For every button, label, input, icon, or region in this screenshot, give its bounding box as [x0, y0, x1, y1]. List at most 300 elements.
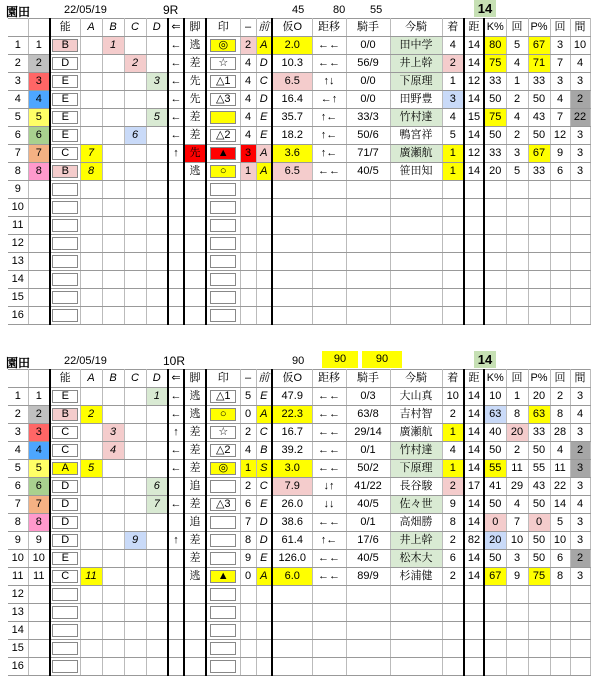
ability-box — [52, 660, 78, 673]
table-row — [8, 127, 590, 145]
cell-ability — [50, 73, 80, 91]
cell-p-pct — [528, 586, 550, 604]
header-col-c: C — [124, 19, 146, 37]
cell-ability — [50, 307, 80, 325]
cell-ability — [50, 109, 80, 127]
cell-col-b — [102, 460, 124, 478]
cell-distance: 82 — [464, 532, 484, 550]
header-row — [8, 19, 590, 37]
cell-mark — [206, 478, 240, 496]
cell-row-no: 6 — [8, 478, 28, 496]
cell-jockey-rate: 33/3 — [346, 109, 390, 127]
cell-post — [28, 640, 50, 658]
cell-col-b — [102, 73, 124, 91]
cell-rank — [256, 640, 272, 658]
cell-col-d — [146, 271, 168, 289]
cell-jockey — [390, 658, 442, 676]
cell-k-count: 29 — [506, 478, 528, 496]
cell-ability — [50, 658, 80, 676]
cell-k-pct — [484, 307, 506, 325]
cell-arrow — [168, 550, 184, 568]
cell-k-pct: 50 — [484, 496, 506, 514]
header-col-a: A — [80, 19, 102, 37]
cell-arrow: ← — [168, 442, 184, 460]
cell-k-pct — [484, 181, 506, 199]
cell-rank: E — [256, 550, 272, 568]
cell-p-pct: 75 — [528, 568, 550, 586]
cell-interval — [570, 289, 590, 307]
cell-jockey-rate: 0/0 — [346, 91, 390, 109]
cell-dist-move: ↓↓ — [312, 496, 346, 514]
cell-finish — [442, 217, 464, 235]
cell-col-a — [80, 235, 102, 253]
cell-jockey-rate: 50/6 — [346, 127, 390, 145]
mark-box: △2 — [210, 129, 236, 142]
cell-distance — [464, 604, 484, 622]
table-row — [8, 109, 590, 127]
date-label: 22/05/19 — [64, 355, 107, 367]
cell-col-a — [80, 55, 102, 73]
cell-rank: A — [256, 568, 272, 586]
cell-style — [184, 271, 206, 289]
cell-ability — [50, 388, 80, 406]
cell-jockey: 下原理 — [390, 460, 442, 478]
ability-box — [52, 606, 78, 619]
cell-col-c — [124, 163, 146, 181]
cell-mark — [206, 568, 240, 586]
cell-k-pct — [484, 253, 506, 271]
mark-box: ▲ — [210, 570, 236, 583]
cell-k-pct — [484, 622, 506, 640]
cell-mark — [206, 199, 240, 217]
cell-distance — [464, 307, 484, 325]
ability-box — [52, 309, 78, 322]
cell-prev — [240, 604, 256, 622]
cell-rank — [256, 307, 272, 325]
cell-rank: C — [256, 73, 272, 91]
cell-jockey — [390, 289, 442, 307]
cell-odds: 38.6 — [272, 514, 312, 532]
header-rank: 前 — [256, 19, 272, 37]
cell-ability — [50, 235, 80, 253]
cell-rank: D — [256, 55, 272, 73]
cell-distance — [464, 289, 484, 307]
cell-col-c — [124, 73, 146, 91]
cell-interval: 3 — [570, 460, 590, 478]
cell-style: 先 — [184, 145, 206, 163]
header-value-90-hl: 90 — [322, 351, 358, 368]
cell-mark — [206, 424, 240, 442]
cell-dist-move — [312, 217, 346, 235]
cell-col-d: 3 — [146, 73, 168, 91]
cell-jockey — [390, 307, 442, 325]
cell-col-a — [80, 550, 102, 568]
cell-jockey-rate — [346, 604, 390, 622]
cell-k-count: 20 — [506, 424, 528, 442]
cell-arrow: ← — [168, 91, 184, 109]
cell-prev: 4 — [240, 55, 256, 73]
cell-col-c — [124, 37, 146, 55]
cell-dist-move: ←← — [312, 460, 346, 478]
cell-k-count — [506, 622, 528, 640]
cell-interval — [570, 586, 590, 604]
table-row — [8, 163, 590, 181]
cell-jockey: 高畑勝 — [390, 514, 442, 532]
race-number: 10R — [163, 354, 186, 368]
cell-rank: E — [256, 109, 272, 127]
cell-p-count: 7 — [550, 109, 570, 127]
cell-odds: 16.7 — [272, 424, 312, 442]
header-value-90: 90 — [292, 355, 305, 367]
cell-post: 4 — [28, 442, 50, 460]
cell-col-a: 7 — [80, 145, 102, 163]
cell-col-d — [146, 37, 168, 55]
cell-ability — [50, 460, 80, 478]
cell-post: 1 — [28, 37, 50, 55]
race-9-table — [8, 18, 591, 325]
cell-col-a — [80, 181, 102, 199]
cell-post: 5 — [28, 460, 50, 478]
cell-distance: 14 — [464, 460, 484, 478]
cell-prev: 1 — [240, 163, 256, 181]
cell-odds — [272, 253, 312, 271]
cell-odds: 6.5 — [272, 73, 312, 91]
cell-col-c: 6 — [124, 127, 146, 145]
cell-col-b — [102, 109, 124, 127]
cell-interval: 2 — [570, 442, 590, 460]
cell-post: 7 — [28, 496, 50, 514]
mark-box — [210, 255, 236, 268]
cell-k-count — [506, 289, 528, 307]
cell-arrow — [168, 514, 184, 532]
cell-col-d — [146, 217, 168, 235]
cell-ability — [50, 406, 80, 424]
cell-style — [184, 586, 206, 604]
cell-k-count: 5 — [506, 163, 528, 181]
cell-row-no: 4 — [8, 91, 28, 109]
cell-p-count — [550, 217, 570, 235]
cell-k-pct: 41 — [484, 478, 506, 496]
table-row — [8, 568, 590, 586]
ability-box: C — [52, 426, 78, 439]
cell-ability — [50, 271, 80, 289]
cell-jockey-rate — [346, 586, 390, 604]
cell-col-a — [80, 91, 102, 109]
cell-row-no: 2 — [8, 55, 28, 73]
cell-mark — [206, 496, 240, 514]
mark-box: △3 — [210, 93, 236, 106]
header-ability: 能 — [50, 370, 80, 388]
cell-dist-move: ←← — [312, 163, 346, 181]
cell-col-c — [124, 253, 146, 271]
table-row — [8, 514, 590, 532]
cell-ability — [50, 532, 80, 550]
empty-row — [8, 586, 590, 604]
cell-style: 差 — [184, 424, 206, 442]
cell-mark — [206, 163, 240, 181]
header-distance: 距 — [464, 19, 484, 37]
cell-distance — [464, 217, 484, 235]
cell-p-pct: 0 — [528, 514, 550, 532]
cell-odds — [272, 622, 312, 640]
cell-distance: 17 — [464, 478, 484, 496]
cell-style — [184, 217, 206, 235]
cell-finish — [442, 235, 464, 253]
cell-p-pct: 33 — [528, 424, 550, 442]
cell-p-pct: 33 — [528, 163, 550, 181]
cell-p-pct — [528, 307, 550, 325]
race-10-header — [0, 351, 606, 369]
cell-col-c — [124, 496, 146, 514]
cell-mark — [206, 73, 240, 91]
cell-jockey: 大山真 — [390, 388, 442, 406]
cell-post — [28, 199, 50, 217]
cell-p-count: 22 — [550, 478, 570, 496]
cell-k-pct: 40 — [484, 424, 506, 442]
cell-distance: 14 — [464, 388, 484, 406]
cell-p-pct — [528, 289, 550, 307]
header-style: 脚 — [184, 19, 206, 37]
ability-box — [52, 291, 78, 304]
cell-col-b — [102, 55, 124, 73]
cell-k-count — [506, 253, 528, 271]
cell-style — [184, 181, 206, 199]
cell-odds: 47.9 — [272, 388, 312, 406]
cell-p-count: 28 — [550, 424, 570, 442]
cell-finish: 2 — [442, 55, 464, 73]
cell-col-b — [102, 307, 124, 325]
cell-k-pct — [484, 604, 506, 622]
cell-col-a: 11 — [80, 568, 102, 586]
cell-p-pct: 50 — [528, 127, 550, 145]
cell-interval: 3 — [570, 478, 590, 496]
mark-box: △3 — [210, 498, 236, 511]
cell-jockey: 杉浦健 — [390, 568, 442, 586]
cell-odds — [272, 217, 312, 235]
cell-col-a — [80, 199, 102, 217]
cell-col-c — [124, 217, 146, 235]
cell-distance: 14 — [464, 127, 484, 145]
cell-col-b — [102, 181, 124, 199]
header-col-b: B — [102, 370, 124, 388]
cell-distance — [464, 253, 484, 271]
header-k-pct: K% — [484, 370, 506, 388]
cell-rank: E — [256, 127, 272, 145]
cell-col-d — [146, 550, 168, 568]
cell-rank: D — [256, 532, 272, 550]
header-arrow: ⇐ — [168, 19, 184, 37]
cell-prev: 6 — [240, 496, 256, 514]
cell-style — [184, 658, 206, 676]
cell-dist-move: ←← — [312, 424, 346, 442]
cell-jockey-rate — [346, 235, 390, 253]
cell-jockey — [390, 604, 442, 622]
cell-ability — [50, 604, 80, 622]
cell-ability — [50, 640, 80, 658]
cell-post: 4 — [28, 91, 50, 109]
cell-col-a — [80, 622, 102, 640]
cell-rank — [256, 622, 272, 640]
cell-dist-move: ←← — [312, 406, 346, 424]
cell-k-count — [506, 640, 528, 658]
header-col-c: C — [124, 370, 146, 388]
race-number: 9R — [163, 3, 179, 17]
cell-jockey — [390, 271, 442, 289]
cell-odds: 18.2 — [272, 127, 312, 145]
cell-mark — [206, 532, 240, 550]
cell-p-count: 6 — [550, 163, 570, 181]
table-row — [8, 460, 590, 478]
cell-row-no: 13 — [8, 604, 28, 622]
cell-interval — [570, 307, 590, 325]
cell-ability — [50, 586, 80, 604]
cell-p-pct: 50 — [528, 442, 550, 460]
header-prev: – — [240, 19, 256, 37]
header-col-d: D — [146, 370, 168, 388]
cell-style: 逃 — [184, 37, 206, 55]
cell-p-count — [550, 622, 570, 640]
ability-box — [52, 624, 78, 637]
cell-interval: 3 — [570, 514, 590, 532]
cell-finish — [442, 199, 464, 217]
cell-finish: 2 — [442, 478, 464, 496]
cell-ability — [50, 145, 80, 163]
cell-row-no: 1 — [8, 388, 28, 406]
cell-finish: 1 — [442, 424, 464, 442]
cell-post — [28, 235, 50, 253]
cell-k-count: 2 — [506, 442, 528, 460]
cell-interval: 10 — [570, 37, 590, 55]
table-row — [8, 532, 590, 550]
cell-k-pct: 50 — [484, 91, 506, 109]
ability-box: E — [52, 93, 78, 106]
cell-arrow: ← — [168, 460, 184, 478]
header-p-pct: P% — [528, 370, 550, 388]
cell-distance: 14 — [464, 568, 484, 586]
cell-style: 差 — [184, 127, 206, 145]
cell-k-count: 1 — [506, 388, 528, 406]
mark-box — [210, 552, 236, 565]
cell-col-a — [80, 388, 102, 406]
cell-p-count: 2 — [550, 388, 570, 406]
cell-jockey: 井上幹 — [390, 532, 442, 550]
cell-p-count — [550, 289, 570, 307]
ability-box — [52, 642, 78, 655]
cell-jockey-rate — [346, 217, 390, 235]
cell-col-d — [146, 532, 168, 550]
cell-p-pct — [528, 217, 550, 235]
cell-style: 差 — [184, 496, 206, 514]
cell-jockey-rate — [346, 658, 390, 676]
cell-row-no: 9 — [8, 532, 28, 550]
cell-prev — [240, 181, 256, 199]
empty-row — [8, 253, 590, 271]
cell-arrow — [168, 271, 184, 289]
cell-rank — [256, 217, 272, 235]
cell-col-c — [124, 289, 146, 307]
cell-col-c — [124, 586, 146, 604]
ability-box — [52, 237, 78, 250]
cell-row-no: 12 — [8, 235, 28, 253]
cell-col-a — [80, 109, 102, 127]
cell-odds: 26.0 — [272, 496, 312, 514]
cell-jockey-rate: 0/0 — [346, 37, 390, 55]
cell-p-pct — [528, 658, 550, 676]
cell-interval — [570, 235, 590, 253]
cell-jockey — [390, 217, 442, 235]
cell-jockey-rate: 63/8 — [346, 406, 390, 424]
cell-dist-move: ←← — [312, 568, 346, 586]
cell-col-b — [102, 271, 124, 289]
cell-k-pct: 50 — [484, 442, 506, 460]
cell-p-pct — [528, 271, 550, 289]
cell-jockey-rate — [346, 181, 390, 199]
cell-mark — [206, 658, 240, 676]
cell-k-pct: 75 — [484, 109, 506, 127]
cell-row-no: 16 — [8, 307, 28, 325]
cell-odds: 126.0 — [272, 550, 312, 568]
cell-k-count: 11 — [506, 460, 528, 478]
cell-interval — [570, 271, 590, 289]
mark-box — [210, 201, 236, 214]
cell-ability — [50, 253, 80, 271]
cell-style — [184, 640, 206, 658]
cell-k-pct — [484, 586, 506, 604]
cell-finish: 4 — [442, 37, 464, 55]
cell-odds: 10.3 — [272, 55, 312, 73]
cell-k-count — [506, 217, 528, 235]
mark-box — [210, 309, 236, 322]
cell-jockey-rate: 50/2 — [346, 460, 390, 478]
cell-post — [28, 181, 50, 199]
cell-finish — [442, 658, 464, 676]
race-9-sheet — [0, 0, 606, 325]
cell-prev: 0 — [240, 568, 256, 586]
cell-rank: A — [256, 406, 272, 424]
cell-style: 先 — [184, 91, 206, 109]
cell-post: 3 — [28, 424, 50, 442]
cell-finish: 2 — [442, 406, 464, 424]
cell-jockey — [390, 199, 442, 217]
cell-ability — [50, 622, 80, 640]
cell-row-no: 8 — [8, 163, 28, 181]
mark-box: ○ — [210, 165, 236, 178]
cell-col-b — [102, 145, 124, 163]
cell-col-b — [102, 163, 124, 181]
cell-post: 6 — [28, 127, 50, 145]
cell-col-b — [102, 622, 124, 640]
cell-jockey-rate: 40/5 — [346, 496, 390, 514]
cell-col-b — [102, 127, 124, 145]
mark-box — [210, 183, 236, 196]
cell-style: 逃 — [184, 163, 206, 181]
cell-finish — [442, 271, 464, 289]
cell-mark — [206, 406, 240, 424]
cell-jockey: 笹田知 — [390, 163, 442, 181]
cell-post — [28, 217, 50, 235]
cell-prev — [240, 658, 256, 676]
cell-k-count — [506, 199, 528, 217]
cell-col-c — [124, 514, 146, 532]
cell-arrow — [168, 289, 184, 307]
cell-k-count: 1 — [506, 73, 528, 91]
table-row — [8, 406, 590, 424]
cell-rank: D — [256, 91, 272, 109]
cell-p-count: 6 — [550, 550, 570, 568]
cell-interval: 3 — [570, 145, 590, 163]
cell-col-b — [102, 496, 124, 514]
cell-finish: 3 — [442, 91, 464, 109]
